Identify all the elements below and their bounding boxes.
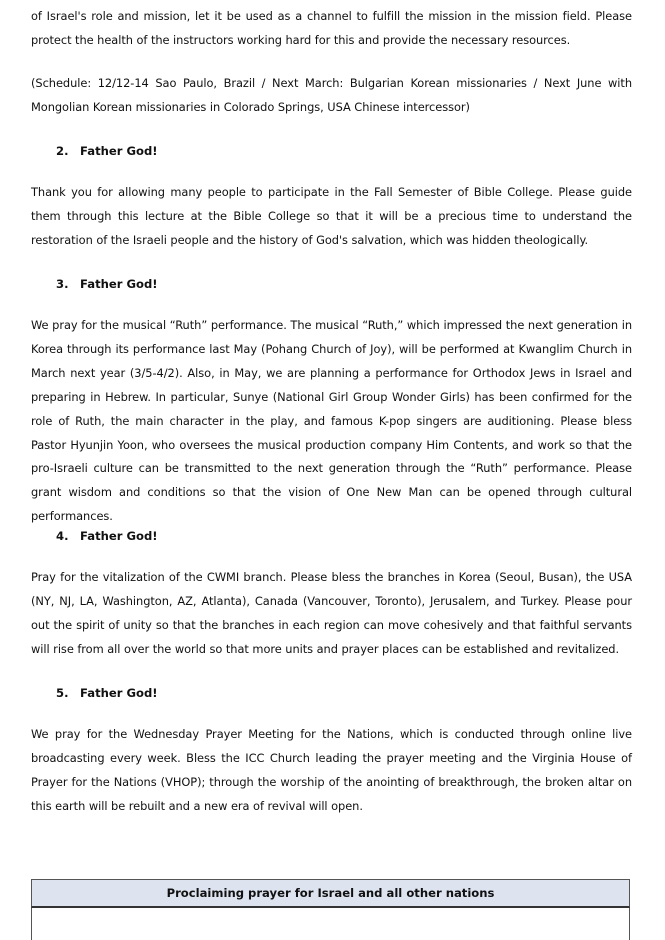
section-5-title: Father God!	[80, 686, 158, 700]
section-4-title: Father God!	[80, 529, 158, 543]
section-3-title: Father God!	[80, 277, 158, 291]
section-2-number: 2.	[56, 144, 69, 158]
intro-continuation-paragraph: of Israel's role and mission, let it be used as a channel to fulfill the mission in the mission field. Please protect the health of the instructors working hard for this and provide the necessary resources.	[31, 9, 632, 47]
section-4-heading	[56, 528, 158, 544]
section-4-body: Pray for the vitalization of the CWMI branch. Please bless the branches in Korea (Seoul, Busan), the USA (NY, NJ, LA, Washington, AZ, Atlanta), Canada (Vancouver, Toronto), Jerusalem, and Turkey. Please pour out the spirit of unity so that the branches in each region can move cohesively and that faithful servants will rise from all over the world so that more units and prayer places can be established and revitalized.	[31, 570, 632, 656]
section-3-body: We pray for the musical “Ruth” performance. The musical “Ruth,” which impressed the next generation in Korea through its performance last May (Pohang Church of Joy), will be performed at Kwanglim Church in March next year (3/5-4/2). Also, in May, we are planning a performance for Orthodox Jews in Israel and preparing in Hebrew. In particular, Sunye (National Girl Group Wonder Girls) has been confirmed for the role of Ruth, the main character in the play, and famous K-pop singers are auditioning. Please bless Pastor Hyunjin Yoon, who oversees the musical production company Him Contents, and work so that the pro-Israeli culture can be transmitted to the next generation through the “Ruth” performance. Please grant wisdom and conditions so that the vision of One New Man can be opened through cultural performances.	[31, 318, 632, 524]
section-5-number: 5.	[56, 686, 69, 700]
section-2-heading	[56, 143, 158, 159]
banner-table-body	[31, 908, 630, 940]
schedule-paragraph: (Schedule: 12/12-14 Sao Paulo, Brazil / Next March: Bulgarian Korean missionaries / Next June with Mongolian Korean missionaries in Colorado Springs, USA Chinese intercessor)	[31, 76, 632, 114]
section-5-body: We pray for the Wednesday Prayer Meeting for the Nations, which is conducted through online live broadcasting every week. Bless the ICC Church leading the prayer meeting and the Virginia House of Prayer for the Nations (VHOP); through the worship of the anointing of breakthrough, the broken altar on this earth will be rebuilt and a new era of revival will open.	[31, 727, 632, 813]
section-3-heading	[56, 276, 158, 292]
banner-title: Proclaiming prayer for Israel and all other nations	[166, 886, 495, 900]
section-5-heading	[56, 685, 158, 701]
section-4-number: 4.	[56, 529, 69, 543]
section-2-body: Thank you for allowing many people to participate in the Fall Semester of Bible College. Please guide them through this lecture at the Bible College so that it will be a precious time to understand the restoration of the Israeli people and the history of God's salvation, which was hidden theologically.	[31, 185, 632, 247]
proclaiming-prayer-banner	[31, 879, 630, 908]
section-2-title: Father God!	[80, 144, 158, 158]
section-3-number: 3.	[56, 277, 69, 291]
